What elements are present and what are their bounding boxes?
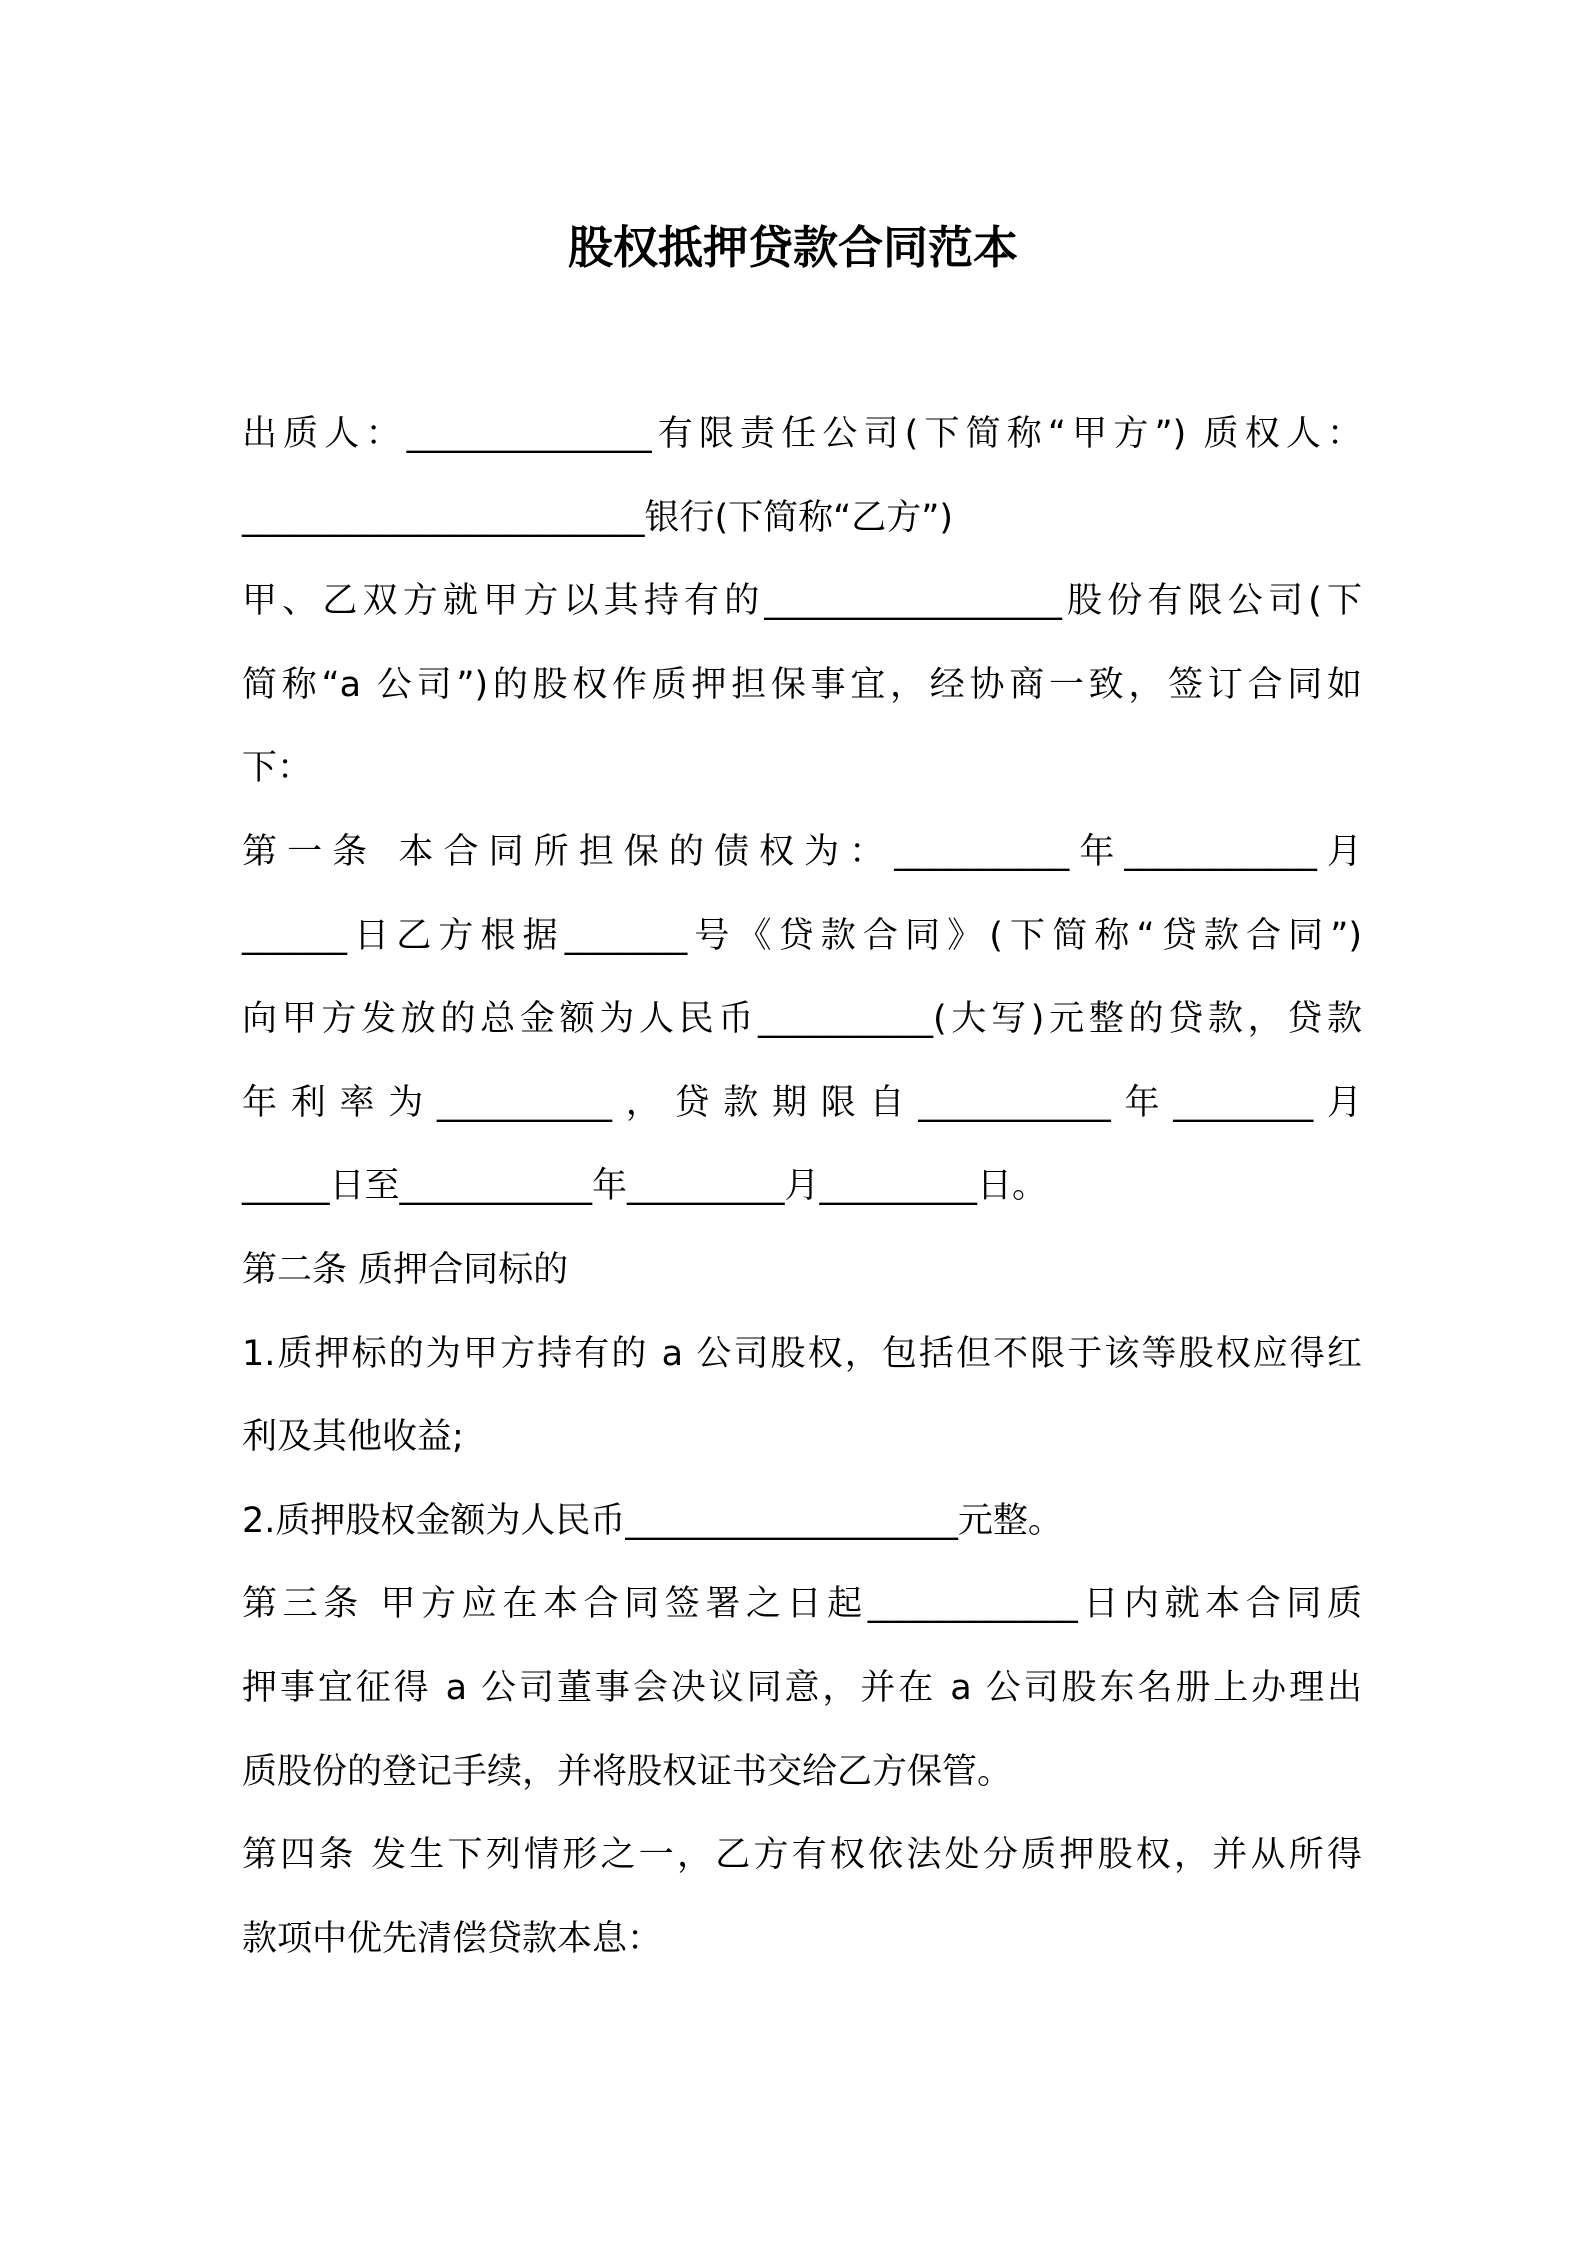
text-line: ______日乙方根据_______号《贷款合同》(下简称“贷款合同”)	[242, 915, 1362, 956]
text-line: 1.质押标的为甲方持有的 a 公司股权，包括但不限于该等股权应得红	[242, 1333, 1362, 1374]
document-body	[242, 408, 1362, 1996]
text-line: 甲、乙双方就甲方以其持有的_________________股份有限公司(下	[242, 581, 1362, 622]
text-line: 质股份的登记手续，并将股权证书交给乙方保管。	[242, 1751, 1013, 1792]
text-line: 利及其他收益;	[242, 1417, 464, 1458]
text-line: 第二条 质押合同标的	[242, 1249, 569, 1290]
text-line: 简称“a 公司”)的股权作质押担保事宜，经协商一致，签订合同如	[242, 664, 1362, 705]
text-line: 出质人：______________有限责任公司(下简称“甲方”) 质权人：	[242, 414, 1362, 454]
text-line: 第四条 发生下列情形之一，乙方有权依法处分质押股权，并从所得	[242, 1835, 1362, 1876]
document-title: 股权抵押贷款合同范本	[567, 221, 1018, 274]
text-line: 第三条 甲方应在本合同签署之日起____________日内就本合同质	[242, 1584, 1362, 1625]
text-line: _____日至___________年_________月_________日。	[242, 1166, 1048, 1207]
text-line: 2.质押股权金额为人民币___________________元整。	[242, 1500, 1063, 1541]
text-line: 第一条 本合同所担保的债权为：__________年___________月	[242, 831, 1362, 872]
text-line: 下：	[242, 748, 313, 789]
text-line: 款项中优先清偿贷款本息：	[242, 1918, 663, 1959]
text-line: 押事宜征得 a 公司董事会决议同意，并在 a 公司股东名册上办理出	[242, 1667, 1362, 1708]
text-line: _______________________银行(下简称“乙方”)	[242, 497, 954, 538]
text-line: 年利率为__________，贷款期限自___________年________月	[242, 1082, 1362, 1123]
text-line: 向甲方发放的总金额为人民币__________(大写)元整的贷款，贷款	[242, 999, 1362, 1040]
